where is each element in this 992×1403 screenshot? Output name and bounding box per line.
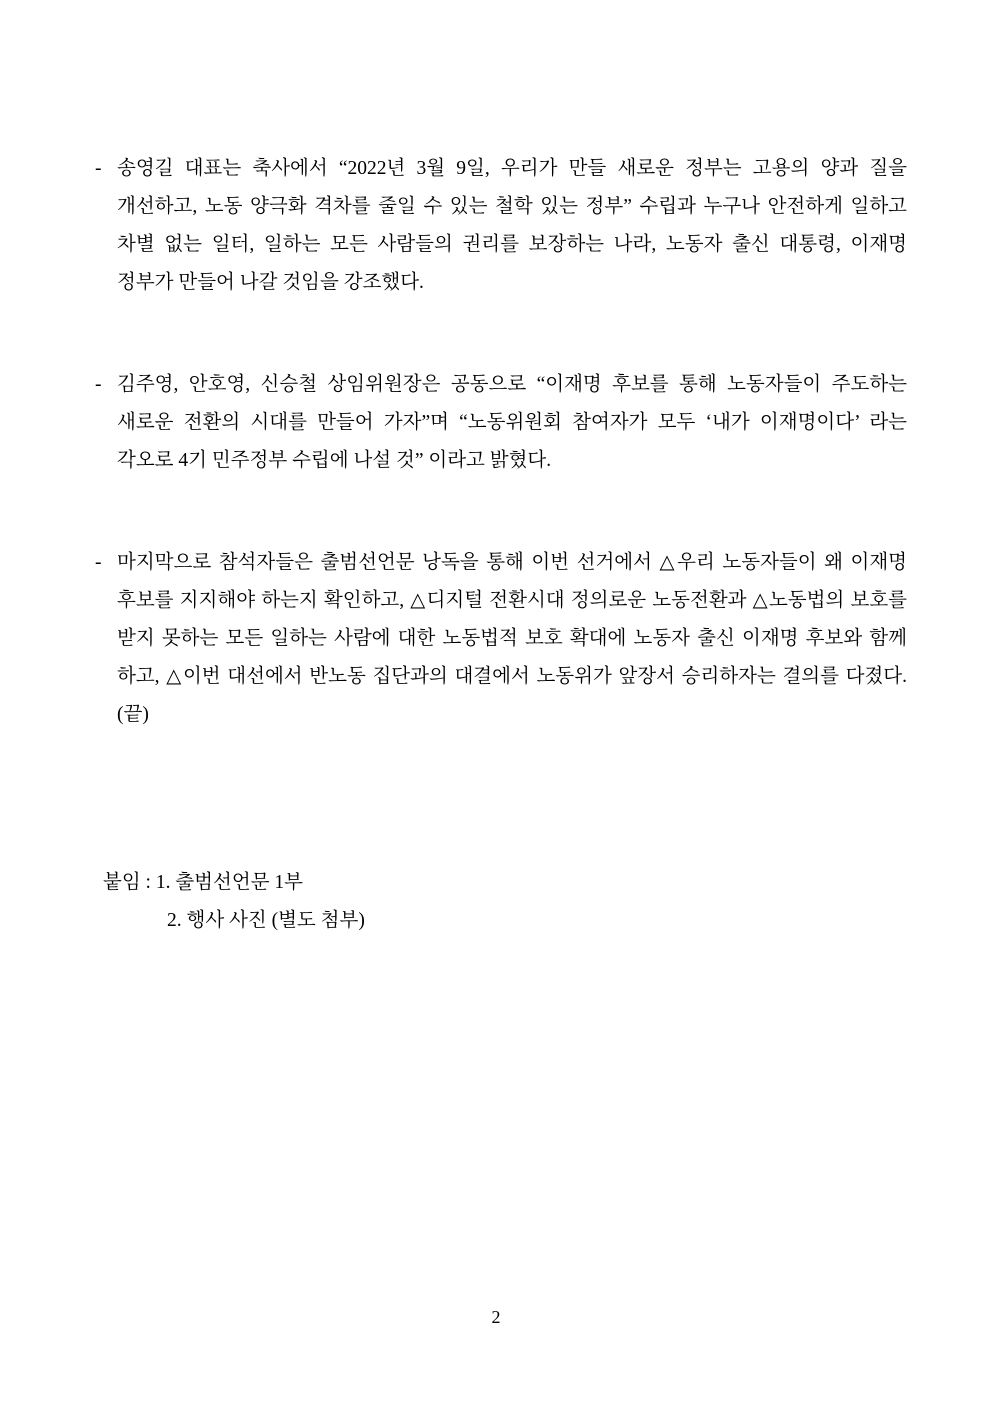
attachment-item-2: 2. 행사 사진 (별도 첨부)	[167, 910, 365, 932]
paragraph-2	[95, 366, 907, 480]
attachment-list	[95, 864, 907, 940]
paragraph-3	[95, 544, 907, 734]
paragraph-spacer-1	[95, 332, 907, 366]
paragraph-1	[95, 150, 907, 302]
paragraph-2-text: 김주영, 안호영, 신승철 상임위원장은 공동으로 “이재명 후보를 통해 노동자들이 주도하는 새로운 전환의 시대를 만들어 가자”며 “노동위원회 참여자가 모두 ‘내가 이재명이다’ 라는 각오로 4기 민주정부 수립에 나설 것” 이라고 밝혔다.	[117, 374, 907, 472]
paragraph-3-text: 마지막으로 참석자들은 출범선언문 낭독을 통해 이번 선거에서 △우리 노동자들이 왜 이재명 후보를 지지해야 하는지 확인하고, △디지털 전환시대 정의로운 노동전환과 △노동법의 보호를 받지 못하는 모든 일하는 사람에 대한 노동법적 보호 확대에 노동자 출신 이재명 후보와 함께 하고, △이번 대선에서 반노동 집단과의 대결에서 노동위가 앞장서 승리하자는 결의를 다졌다. (끝)	[117, 552, 907, 726]
attachment-item-1: 붙임 : 1. 출범선언문 1부	[103, 872, 303, 894]
paragraph-3-bullet: -	[95, 552, 102, 574]
attachment-spacer	[95, 764, 907, 860]
paragraph-2-bullet: -	[95, 374, 102, 396]
paragraph-1-text: 송영길 대표는 축사에서 “2022년 3월 9일, 우리가 만들 새로운 정부는 고용의 양과 질을 개선하고, 노동 양극화 격차를 줄일 수 있는 철학 있는 정부” 수립과 누구나 안전하게 일하고 차별 없는 일터, 일하는 모든 사람들의 권리를 보장하는 나라, 노동자 출신 대통령, 이재명 정부가 만들어 나갈 것임을 강조했다.	[117, 158, 907, 294]
paragraph-spacer-2	[95, 510, 907, 544]
paragraph-1-bullet: -	[95, 158, 102, 179]
page-number: 2	[491, 1307, 501, 1327]
